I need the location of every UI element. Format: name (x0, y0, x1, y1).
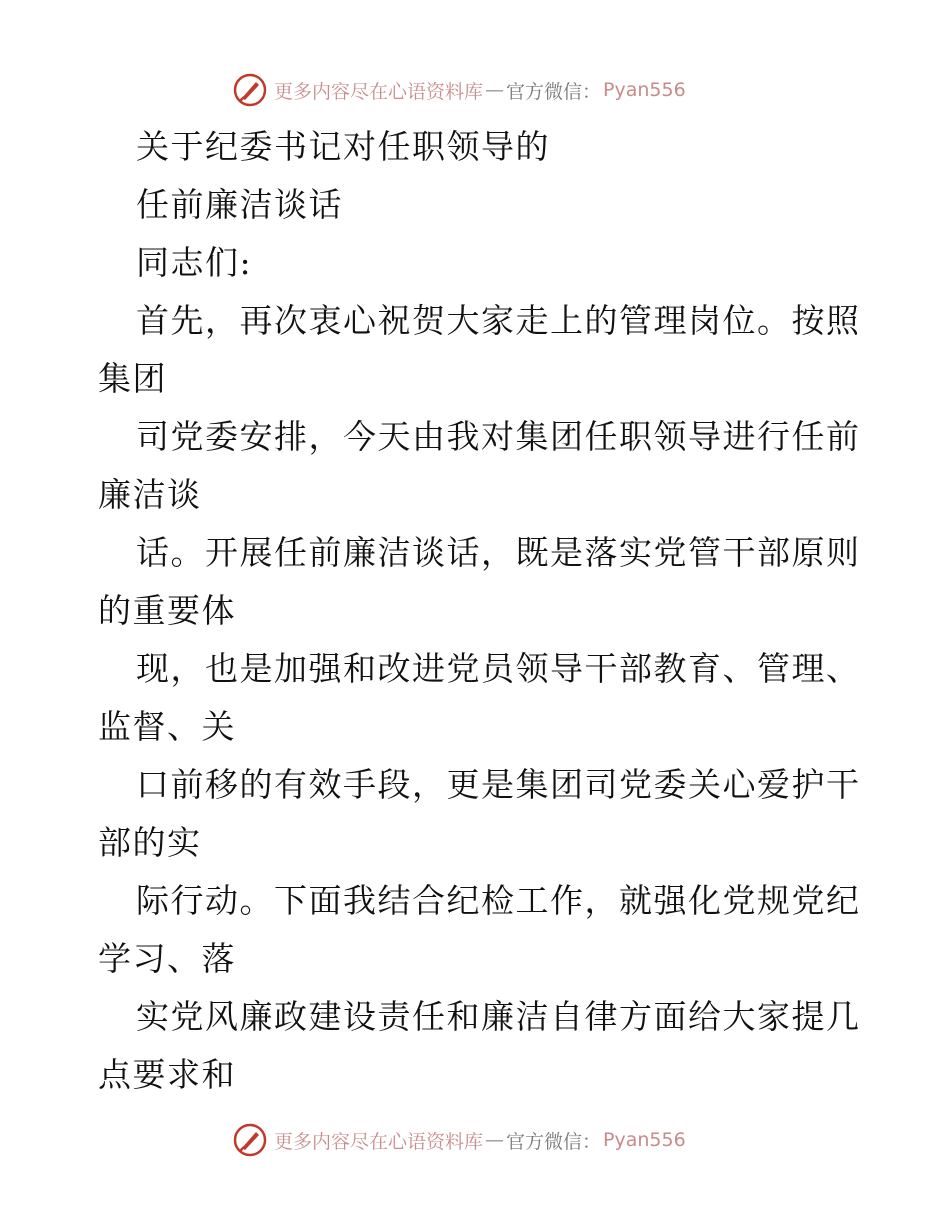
title-line-2: 任前廉洁谈话 (136, 185, 343, 224)
paragraph-line: 点要求和 (98, 1055, 236, 1094)
paragraph-line: 部的实 (98, 823, 202, 862)
paragraph-line: 司党委安排，今天由我对集团任职领导进行任前 (136, 417, 861, 456)
salutation: 同志们: (136, 243, 253, 282)
header-watermark (232, 70, 732, 110)
paragraph-line: 的重要体 (98, 591, 236, 630)
paragraph-line: 首先，再次衷心祝贺大家走上的管理岗位。按照 (136, 301, 861, 340)
document-body (98, 118, 861, 1104)
paragraph-line: 口前移的有效手段，更是集团司党委关心爱护干 (136, 765, 861, 804)
title-line-1: 关于纪委书记对任职领导的 (136, 127, 550, 166)
quill-logo-icon (232, 72, 268, 108)
watermark-id: Pyan556 (603, 1129, 686, 1151)
paragraph-line: 监督、关 (98, 707, 236, 746)
watermark-dash: — (485, 1129, 505, 1151)
watermark-official: 官方微信： (506, 1130, 602, 1153)
watermark-official: 官方微信： (506, 80, 602, 103)
paragraph-line: 廉洁谈 (98, 475, 202, 514)
quill-logo-icon (232, 1122, 268, 1158)
paragraph-line: 集团 (98, 359, 167, 398)
paragraph-line: 际行动。下面我结合纪检工作，就强化党规党纪 (136, 881, 861, 920)
paragraph-line: 学习、落 (98, 939, 236, 978)
paragraph-line: 话。开展任前廉洁谈话，既是落实党管干部原则 (136, 533, 861, 572)
watermark-dash: — (485, 79, 505, 101)
watermark-text: 更多内容尽在心语资料库 (274, 1130, 484, 1153)
watermark-id: Pyan556 (603, 79, 686, 101)
paragraph-line: 实党风廉政建设责任和廉洁自律方面给大家提几 (136, 997, 861, 1036)
footer-watermark (232, 1120, 732, 1160)
paragraph-line: 现，也是加强和改进党员领导干部教育、管理、 (136, 649, 861, 688)
watermark-text: 更多内容尽在心语资料库 (274, 80, 484, 103)
